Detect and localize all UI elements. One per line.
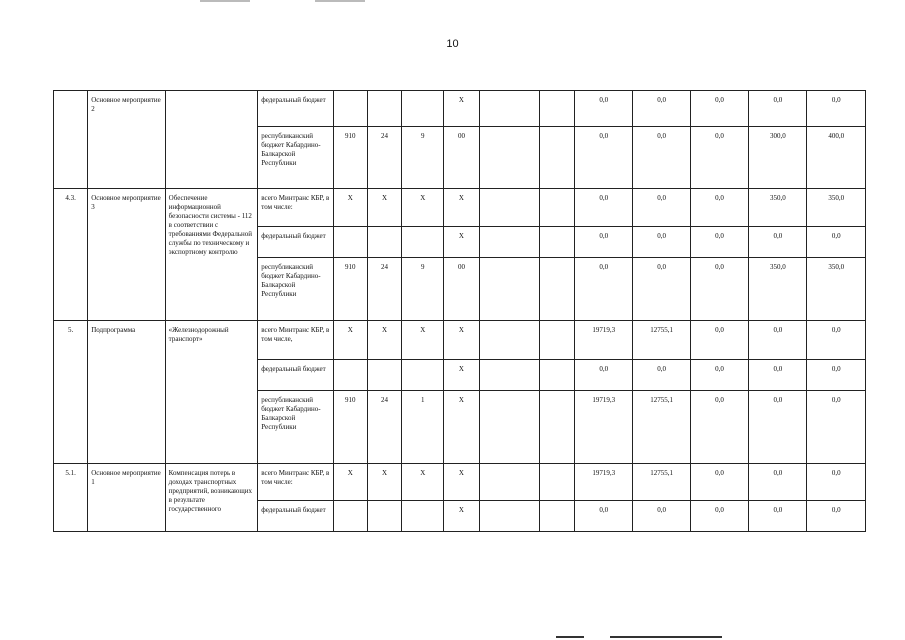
table-row xyxy=(54,189,866,227)
amount-cell: 0,0 xyxy=(690,227,748,258)
grbs-cell: Х xyxy=(333,464,367,501)
vr-cell: Х xyxy=(444,464,479,501)
vr-cell: Х xyxy=(444,189,479,227)
scan-artifact-bottom xyxy=(556,636,584,638)
scan-artifact-bottom xyxy=(610,636,722,638)
event-description-cell: Компенсация потерь в доходах транспортных предприятий, возникающих в результате государственного xyxy=(165,464,258,532)
amount-cell: 12755,1 xyxy=(633,321,690,360)
amount-cell: 0,0 xyxy=(575,360,633,391)
amount-cell: 0,0 xyxy=(807,227,866,258)
empty-cell xyxy=(539,391,574,464)
empty-cell xyxy=(539,91,574,127)
row-number-cell xyxy=(54,91,88,189)
empty-cell xyxy=(479,360,539,391)
grbs-cell xyxy=(333,360,367,391)
grbs-cell: 910 xyxy=(333,258,367,321)
amount-cell: 0,0 xyxy=(749,321,807,360)
amount-cell: 350,0 xyxy=(807,189,866,227)
amount-cell: 0,0 xyxy=(633,127,690,189)
funding-source-cell: федеральный бюджет xyxy=(258,501,333,532)
table-row xyxy=(54,91,866,127)
empty-cell xyxy=(479,127,539,189)
amount-cell: 300,0 xyxy=(749,127,807,189)
amount-cell: 0,0 xyxy=(749,501,807,532)
amount-cell: 400,0 xyxy=(807,127,866,189)
empty-cell xyxy=(479,189,539,227)
amount-cell: 19719,3 xyxy=(575,391,633,464)
scan-artifact-top xyxy=(200,0,250,2)
amount-cell: 0,0 xyxy=(807,391,866,464)
amount-cell: 0,0 xyxy=(690,464,748,501)
empty-cell xyxy=(539,189,574,227)
rzpr-cell xyxy=(367,91,401,127)
cs-cell: 9 xyxy=(402,258,444,321)
cs-cell xyxy=(402,501,444,532)
amount-cell: 19719,3 xyxy=(575,464,633,501)
empty-cell xyxy=(539,127,574,189)
amount-cell: 0,0 xyxy=(807,321,866,360)
amount-cell: 0,0 xyxy=(690,321,748,360)
grbs-cell: 910 xyxy=(333,127,367,189)
rzpr-cell: 24 xyxy=(367,391,401,464)
amount-cell: 0,0 xyxy=(690,391,748,464)
amount-cell: 0,0 xyxy=(575,91,633,127)
vr-cell: Х xyxy=(444,91,479,127)
empty-cell xyxy=(539,321,574,360)
funding-source-cell: республиканский бюджет Кабардино-Балкарской Республики xyxy=(258,391,333,464)
amount-cell: 0,0 xyxy=(575,501,633,532)
funding-source-cell: всего Минтранс КБР, в том числе: xyxy=(258,464,333,501)
event-description-cell xyxy=(165,91,258,189)
grbs-cell: 910 xyxy=(333,391,367,464)
amount-cell: 19719,3 xyxy=(575,321,633,360)
grbs-cell xyxy=(333,501,367,532)
cs-cell: 1 xyxy=(402,391,444,464)
event-name-cell: Подпрограмма xyxy=(88,321,165,464)
amount-cell: 0,0 xyxy=(575,189,633,227)
amount-cell: 0,0 xyxy=(633,91,690,127)
amount-cell: 0,0 xyxy=(690,360,748,391)
cs-cell xyxy=(402,227,444,258)
amount-cell: 0,0 xyxy=(807,501,866,532)
amount-cell: 12755,1 xyxy=(633,391,690,464)
amount-cell: 12755,1 xyxy=(633,464,690,501)
table-row xyxy=(54,464,866,501)
rzpr-cell: Х xyxy=(367,464,401,501)
amount-cell: 0,0 xyxy=(633,227,690,258)
amount-cell: 0,0 xyxy=(633,501,690,532)
vr-cell: Х xyxy=(444,360,479,391)
cs-cell xyxy=(402,91,444,127)
grbs-cell: Х xyxy=(333,321,367,360)
amount-cell: 0,0 xyxy=(690,127,748,189)
vr-cell: Х xyxy=(444,227,479,258)
rzpr-cell: Х xyxy=(367,321,401,360)
funding-source-cell: всего Минтранс КБР, в том числе, xyxy=(258,321,333,360)
funding-source-cell: федеральный бюджет xyxy=(258,91,333,127)
empty-cell xyxy=(479,464,539,501)
cs-cell xyxy=(402,360,444,391)
empty-cell xyxy=(539,258,574,321)
funding-source-cell: республиканский бюджет Кабардино-Балкарской Республики xyxy=(258,258,333,321)
row-number-cell: 5. xyxy=(54,321,88,464)
vr-cell: Х xyxy=(444,501,479,532)
vr-cell: 00 xyxy=(444,127,479,189)
amount-cell: 0,0 xyxy=(749,391,807,464)
empty-cell xyxy=(539,227,574,258)
vr-cell: Х xyxy=(444,391,479,464)
funding-source-cell: всего Минтранс КБР, в том числе: xyxy=(258,189,333,227)
rzpr-cell: 24 xyxy=(367,127,401,189)
empty-cell xyxy=(539,501,574,532)
rzpr-cell: 24 xyxy=(367,258,401,321)
amount-cell: 0,0 xyxy=(633,258,690,321)
amount-cell: 0,0 xyxy=(749,464,807,501)
event-name-cell: Основное мероприятие 3 xyxy=(88,189,165,321)
vr-cell: Х xyxy=(444,321,479,360)
budget-table xyxy=(53,90,866,532)
rzpr-cell: Х xyxy=(367,189,401,227)
amount-cell: 0,0 xyxy=(690,91,748,127)
cs-cell: Х xyxy=(402,464,444,501)
amount-cell: 0,0 xyxy=(575,227,633,258)
amount-cell: 0,0 xyxy=(690,258,748,321)
empty-cell xyxy=(539,360,574,391)
vr-cell: 00 xyxy=(444,258,479,321)
grbs-cell: Х xyxy=(333,189,367,227)
amount-cell: 0,0 xyxy=(807,91,866,127)
empty-cell xyxy=(479,391,539,464)
cs-cell: Х xyxy=(402,189,444,227)
amount-cell: 350,0 xyxy=(807,258,866,321)
amount-cell: 0,0 xyxy=(807,360,866,391)
amount-cell: 0,0 xyxy=(690,501,748,532)
amount-cell: 0,0 xyxy=(749,227,807,258)
amount-cell: 0,0 xyxy=(575,127,633,189)
grbs-cell xyxy=(333,91,367,127)
amount-cell: 0,0 xyxy=(575,258,633,321)
grbs-cell xyxy=(333,227,367,258)
amount-cell: 0,0 xyxy=(633,360,690,391)
cs-cell: 9 xyxy=(402,127,444,189)
empty-cell xyxy=(479,321,539,360)
amount-cell: 0,0 xyxy=(749,91,807,127)
cs-cell: Х xyxy=(402,321,444,360)
empty-cell xyxy=(479,91,539,127)
funding-source-cell: федеральный бюджет xyxy=(258,360,333,391)
amount-cell: 0,0 xyxy=(749,360,807,391)
empty-cell xyxy=(479,227,539,258)
amount-cell: 350,0 xyxy=(749,189,807,227)
rzpr-cell xyxy=(367,501,401,532)
amount-cell: 0,0 xyxy=(633,189,690,227)
funding-source-cell: республиканский бюджет Кабардино-Балкарской Республики xyxy=(258,127,333,189)
amount-cell: 0,0 xyxy=(690,189,748,227)
amount-cell: 350,0 xyxy=(749,258,807,321)
scan-artifact-top xyxy=(315,0,365,2)
event-description-cell: «Железнодорожный транспорт» xyxy=(165,321,258,464)
rzpr-cell xyxy=(367,360,401,391)
table-row xyxy=(54,321,866,360)
event-name-cell: Основное мероприятие 2 xyxy=(88,91,165,189)
row-number-cell: 5.1. xyxy=(54,464,88,532)
empty-cell xyxy=(479,501,539,532)
event-description-cell: Обеспечение информационной безопасности системы - 112 в соответствии с требованиями Федеральной службы по техническому и экспортному контролю xyxy=(165,189,258,321)
event-name-cell: Основное мероприятие 1 xyxy=(88,464,165,532)
row-number-cell: 4.3. xyxy=(54,189,88,321)
funding-source-cell: федеральный бюджет xyxy=(258,227,333,258)
page-number: 10 xyxy=(446,38,459,50)
empty-cell xyxy=(539,464,574,501)
empty-cell xyxy=(479,258,539,321)
amount-cell: 0,0 xyxy=(807,464,866,501)
rzpr-cell xyxy=(367,227,401,258)
